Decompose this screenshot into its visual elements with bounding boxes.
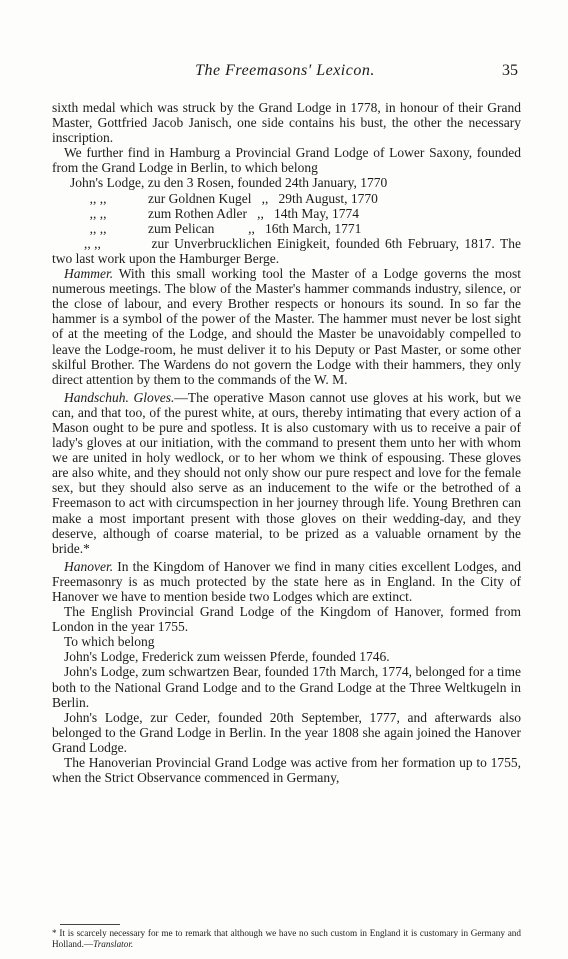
paragraph-hanoverian: The Hanoverian Provincial Grand Lodge was active from her formation up to 1755, when the Strict Observance commenced in Germany, xyxy=(52,755,521,786)
paragraph-ceder: John's Lodge, zur Ceder, founded 20th September, 1777, and afterwards also belonged to the Grand Lodge in Berlin. In the year 1808 she again joined the Hanover Grand Lodge. xyxy=(52,709,521,755)
lodge-name: zum Rothen Adler ,, 14th May, 1774 xyxy=(148,205,359,221)
footnote-translator: Translator. xyxy=(93,938,134,949)
paragraph-pferde: John's Lodge, Frederick zum weissen Pferde, founded 1746. xyxy=(64,649,390,665)
paragraph-bear: John's Lodge, zum schwartzen Bear, founded 17th March, 1774, belonged for a time both to the National Grand Lodge and to the Grand Lodge at the Three Weltkugeln in Berlin. xyxy=(52,664,521,710)
lodge-line xyxy=(52,191,521,206)
entry-hanover xyxy=(52,559,521,604)
paragraph-medal: sixth medal which was struck by the Grand Lodge in 1778, in honour of their Grand Master, Gottfried Jacob Janisch, one side contains his bust, the other the necessary inscription. xyxy=(52,100,521,146)
hamburg-lodge-list xyxy=(52,175,521,266)
paragraph-to-which-belong: To which belong xyxy=(64,634,155,650)
entry-text-hanover: In the Kingdom of Hanover we find in many cities excellent Lodges, and Freemasonry is as much protected by the state here as in England. In the City of Hanover we have to mention beside two Lodges which are extinct. xyxy=(52,558,521,604)
lodge-line-final xyxy=(52,236,521,266)
ditto-marks: ,, ,, xyxy=(89,205,107,221)
lodge-name: zur Unverbrucklichen Einigkeit, founded 6th February, 1817. The two last work upon the Hamburger Berge. xyxy=(52,235,522,266)
running-title: The Freemasons' Lexicon. xyxy=(195,62,375,79)
lodge-line xyxy=(52,221,521,236)
entry-gloves xyxy=(52,390,521,556)
lodge-line xyxy=(52,175,521,190)
entry-text-hammer: With this small working tool the Master of a Lodge governs the most numerous meetings. The blow of the Master's hammer commands industry, silence, or the close of labour, and every Brother respects or honours its sound. In so far the hammer is a symbol of the power of the Master. The hammer must never be lost sight of at the meeting of the Lodge, and should the Master be unavoidably compelled to leave the Lodge-room, he must deliver it to his Deputy or Past Master, or some other skilful Brother. The Wardens do not govern the Lodge with their hammers, they only direct attention by them to the commands of the W. M. xyxy=(52,266,521,387)
paragraph-hamburg: We further find in Hamburg a Provincial Grand Lodge of Lower Saxony, founded from the Grand Lodge in Berlin, to which belong xyxy=(52,145,521,176)
footnote-text: * It is scarcely necessary for me to remark that although we have no such custom in England it is customary in Germany and Holland.— xyxy=(52,928,521,949)
footnote xyxy=(52,928,521,949)
entry-hammer xyxy=(52,266,521,387)
body-text xyxy=(52,100,521,785)
page-header xyxy=(52,62,518,82)
ditto-marks: ,, ,, xyxy=(84,235,101,251)
lodge-name: John's Lodge, zu den 3 Rosen, founded 24th January, 1770 xyxy=(70,175,388,191)
page-number: 35 xyxy=(502,62,518,79)
lodge-name: zur Goldnen Kugel ,, 29th August, 1770 xyxy=(148,190,378,206)
entry-term-hammer: Hammer. xyxy=(64,266,114,282)
paragraph-english-lodge: The English Provincial Grand Lodge of the Kingdom of Hanover, formed from London in the year 1755. xyxy=(52,604,521,635)
ditto-marks: ,, ,, xyxy=(89,190,107,206)
entry-term-gloves: Handschuh. Gloves. xyxy=(64,389,175,405)
entry-term-hanover: Hanover. xyxy=(64,558,114,574)
footnote-rule xyxy=(60,924,120,925)
entry-text-gloves: —The operative Mason cannot use gloves at his work, but we can, and that too, of the purest white, at ours, thereby intimating that every action of a Mason ought to be pure and spotless. It is also customary with us to receive a pair of lady's gloves at our initiation, with the command to present them unto her with whom we are united in holy wedlock, or to her whom we think of espousing. These gloves are also white, and they should not only show our pure respect and love for the female sex, but they should also serve as an inducement to the wife or the betrothed of a Freemason to act with circumspection in her journey through life. Young Brethren can make a most important present with those gloves on their wedding-day, and they deserve, although of coarse material, to be prized as a valuable ornament by the bride.* xyxy=(52,389,522,556)
lodge-line xyxy=(52,206,521,221)
lodge-name: zum Pelican ,, 16th March, 1771 xyxy=(148,220,362,236)
ditto-marks: ,, ,, xyxy=(89,220,107,236)
